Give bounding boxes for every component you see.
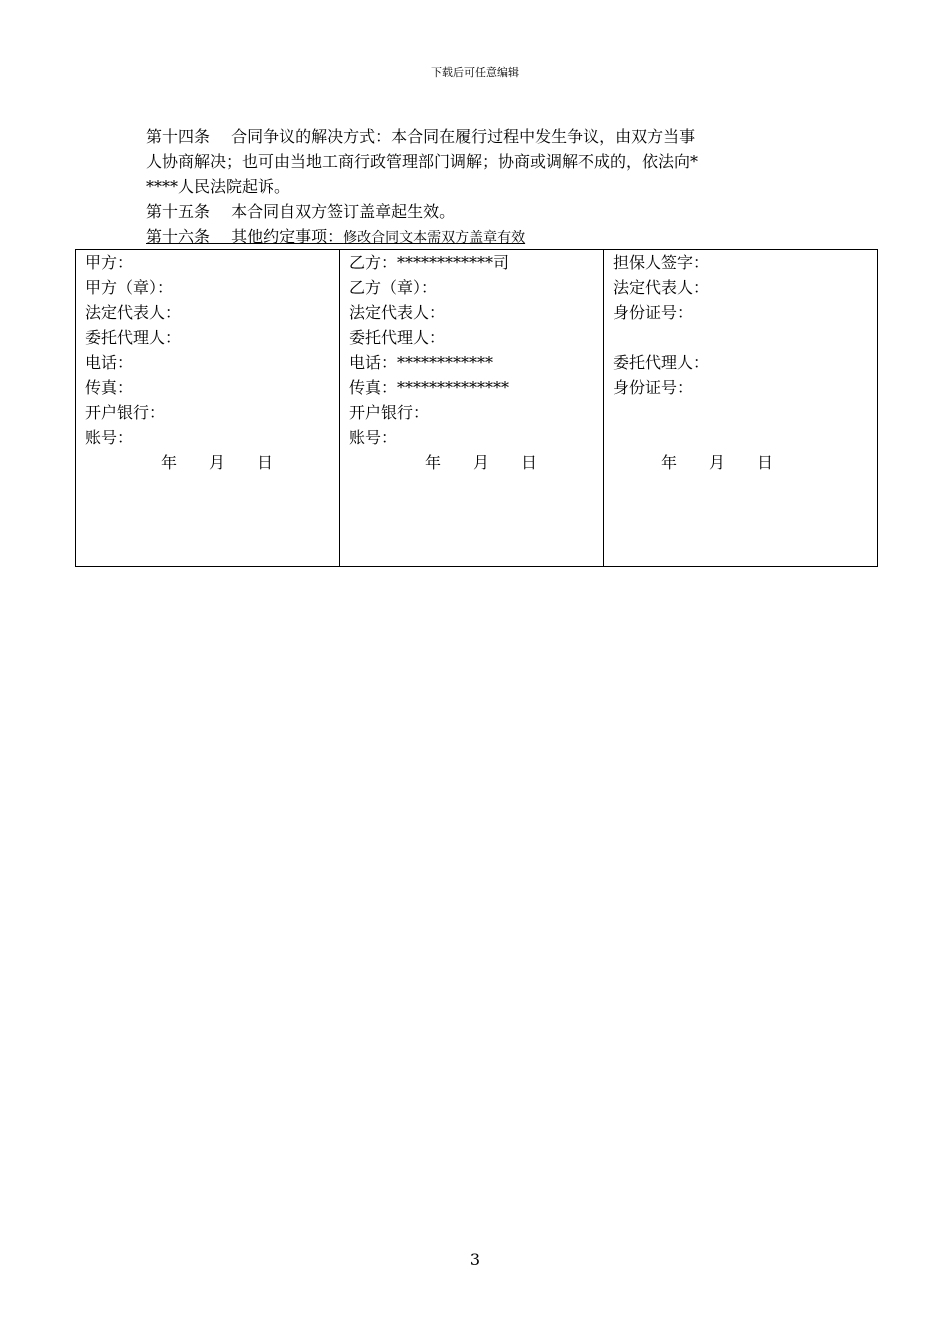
party-a-account: 账号： bbox=[85, 428, 134, 447]
article-16-note: 修改合同文本需双方盖章有效 bbox=[343, 230, 526, 246]
party-b-date: 年 月 日 bbox=[425, 453, 538, 472]
guarantor-cell bbox=[604, 250, 878, 567]
party-a-agent: 委托代理人： bbox=[85, 328, 182, 347]
party-b-cell bbox=[340, 250, 604, 567]
guarantor-legal-rep: 法定代表人： bbox=[613, 278, 710, 297]
party-a-bank: 开户银行： bbox=[85, 403, 166, 422]
signature-table bbox=[75, 249, 878, 567]
page-number: 3 bbox=[469, 1250, 481, 1269]
party-a-fax: 传真： bbox=[85, 378, 134, 397]
guarantor-signature: 担保人签字： bbox=[613, 253, 710, 272]
article-15: 第十五条 本合同自双方签订盖章起生效。 bbox=[146, 202, 456, 221]
article-16-label: 第十六条 其他约定事项： bbox=[146, 227, 344, 246]
party-a-legal-rep: 法定代表人： bbox=[85, 303, 182, 322]
party-b-bank: 开户银行： bbox=[349, 403, 430, 422]
contract-articles bbox=[146, 124, 816, 251]
signature-row bbox=[76, 250, 878, 567]
article-14-line-2: 人协商解决；也可由当地工商行政管理部门调解；协商或调解不成的，依法向* bbox=[146, 152, 699, 171]
guarantor-blank bbox=[613, 325, 877, 350]
party-a-date: 年 月 日 bbox=[161, 453, 274, 472]
guarantor-agent-id-number: 身份证号： bbox=[613, 378, 694, 397]
article-14-line-3: ****人民法院起诉。 bbox=[146, 177, 291, 196]
party-b-seal: 乙方（章）： bbox=[349, 278, 438, 297]
guarantor-date: 年 月 日 bbox=[661, 453, 774, 472]
guarantor-id-number: 身份证号： bbox=[613, 303, 694, 322]
guarantor-spacer-1 bbox=[613, 400, 877, 425]
party-a-cell bbox=[76, 250, 340, 567]
page-header: 下载后可任意编辑 bbox=[431, 66, 519, 79]
guarantor-spacer-2 bbox=[613, 425, 877, 450]
party-b-agent: 委托代理人： bbox=[349, 328, 446, 347]
party-a-phone: 电话： bbox=[85, 353, 134, 372]
party-a-name: 甲方： bbox=[85, 253, 134, 272]
party-b-account: 账号： bbox=[349, 428, 398, 447]
party-b-fax: 传真：************** bbox=[349, 378, 510, 397]
article-16 bbox=[146, 224, 816, 251]
party-b-name: 乙方：************司 bbox=[349, 253, 510, 272]
party-b-phone: 电话：************ bbox=[349, 353, 494, 372]
party-a-seal: 甲方（章）： bbox=[85, 278, 174, 297]
party-b-legal-rep: 法定代表人： bbox=[349, 303, 446, 322]
article-14-line-1: 第十四条 合同争议的解决方式：本合同在履行过程中发生争议，由双方当事 bbox=[146, 127, 696, 146]
guarantor-agent: 委托代理人： bbox=[613, 353, 710, 372]
